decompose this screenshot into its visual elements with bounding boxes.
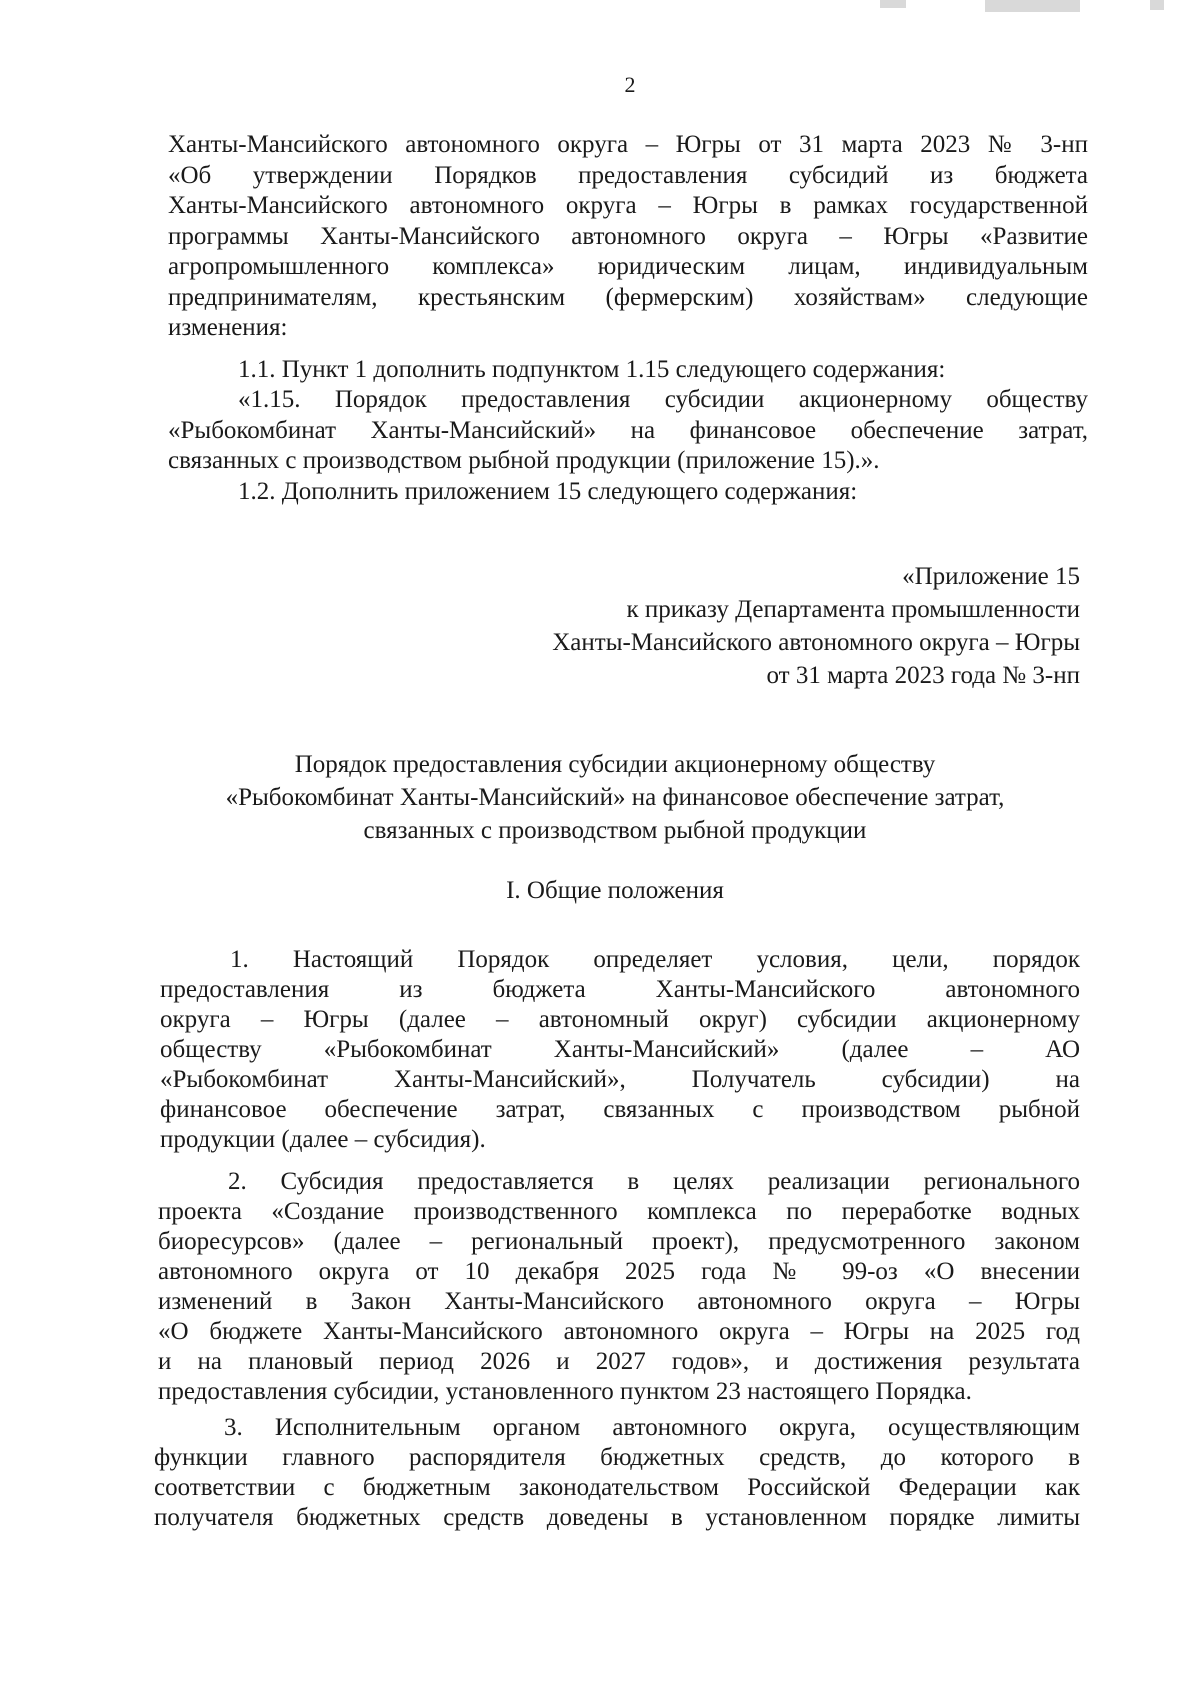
paragraph-line: предоставления субсидии, установленного пунктом 23 настоящего Порядка.: [158, 1378, 972, 1405]
amendment-1-15: [168, 385, 1088, 477]
paragraph-line: 2. Субсидия предоставляется в целях реализации регионального: [228, 1168, 1080, 1195]
paragraph-1: [160, 945, 1080, 1155]
paragraph-line: проекта «Создание производственного комплекса по переработке водных: [158, 1198, 1080, 1225]
title-line: «Рыбокомбинат Ханты-Мансийский» на финансовое обеспечение затрат,: [225, 784, 1005, 811]
paragraph-line: 3. Исполнительным органом автономного округа, осуществляющим: [224, 1414, 1080, 1441]
appendix-line: Ханты-Мансийского автономного округа – Югры: [552, 629, 1080, 656]
scan-artifact: [880, 0, 906, 8]
amendment-line: «Рыбокомбинат Ханты-Мансийский» на финансовое обеспечение затрат,: [168, 416, 1088, 444]
intro-line: агропромышленного комплекса» юридическим лицам, индивидуальным: [168, 253, 1088, 280]
paragraph-line: и на плановый период 2026 и 2027 годов», и достижения результата: [158, 1348, 1080, 1375]
amendment-line: 1.2. Дополнить приложением 15 следующего содержания:: [238, 478, 858, 505]
paragraph-line: 1. Настоящий Порядок определяет условия, цели, порядок: [230, 946, 1080, 973]
amendment-1-2: [238, 477, 1088, 508]
paragraph-line: изменений в Закон Ханты-Мансийского автономного округа – Югры: [158, 1288, 1080, 1315]
intro-line: «Об утверждении Порядков предоставления субсидий из бюджета: [168, 161, 1088, 189]
amendment-1-1: [238, 355, 1088, 386]
title-line: Порядок предоставления субсидии акционерному обществу: [294, 751, 936, 778]
paragraph-line: округа – Югры (далее – автономный округ) субсидии акционерному: [160, 1006, 1080, 1033]
scan-artifact: [985, 0, 1080, 12]
paragraph-line: продукции (далее – субсидия).: [160, 1126, 486, 1153]
title-line: связанных с производством рыбной продукции: [363, 817, 867, 844]
appendix-line: к приказу Департамента промышленности: [626, 596, 1080, 623]
paragraph-line: финансовое обеспечение затрат, связанных с производством рыбной: [160, 1096, 1080, 1123]
paragraph-line: автономного округа от 10 декабря 2025 года № 99-оз «О внесении: [158, 1258, 1080, 1285]
paragraph-2: [158, 1167, 1080, 1407]
appendix-header: [430, 560, 1080, 692]
document-title: [150, 748, 1080, 847]
intro-line: предпринимателям, крестьянским (фермерским) хозяйствам» следующие: [168, 283, 1088, 311]
appendix-line: «Приложение 15: [902, 563, 1080, 590]
paragraph-line: обществу «Рыбокомбинат Ханты-Мансийский» (далее – АО: [160, 1036, 1080, 1063]
paragraph-3: [154, 1413, 1080, 1533]
paragraph-line: получателя бюджетных средств доведены в установленном порядке лимиты: [154, 1504, 1080, 1531]
intro-line: программы Ханты-Мансийского автономного округа – Югры «Развитие: [168, 222, 1088, 250]
paragraph-line: «О бюджете Ханты-Мансийского автономного округа – Югры на 2025 год: [158, 1318, 1080, 1345]
scan-artifact: [1150, 0, 1164, 10]
paragraph-line: предоставления из бюджета Ханты-Мансийского автономного: [160, 976, 1080, 1003]
intro-line: Ханты-Мансийского автономного округа – Югры от 31 марта 2023 № 3-нп: [168, 131, 1088, 158]
paragraph-line: «Рыбокомбинат Ханты-Мансийский», Получатель субсидии) на: [160, 1066, 1080, 1093]
paragraph-line: биоресурсов» (далее – региональный проект), предусмотренного законом: [158, 1228, 1080, 1255]
amendment-line: «1.15. Порядок предоставления субсидии акционерному обществу: [238, 386, 1088, 413]
intro-line: Ханты-Мансийского автономного округа – Югры в рамках государственной: [168, 192, 1088, 219]
intro-line: изменения:: [168, 314, 288, 341]
section-heading: I. Общие положения: [506, 877, 724, 904]
amendment-line: связанных с производством рыбной продукции (приложение 15).».: [168, 447, 880, 474]
intro-paragraph: [168, 130, 1088, 344]
paragraph-line: функции главного распорядителя бюджетных средств, до которого в: [154, 1444, 1080, 1471]
paragraph-line: соответствии с бюджетным законодательством Российской Федерации как: [154, 1474, 1080, 1501]
page-number: 2: [624, 72, 636, 97]
amendment-line: 1.1. Пункт 1 дополнить подпунктом 1.15 следующего содержания:: [238, 356, 946, 383]
appendix-line: от 31 марта 2023 года № 3-нп: [766, 662, 1080, 689]
